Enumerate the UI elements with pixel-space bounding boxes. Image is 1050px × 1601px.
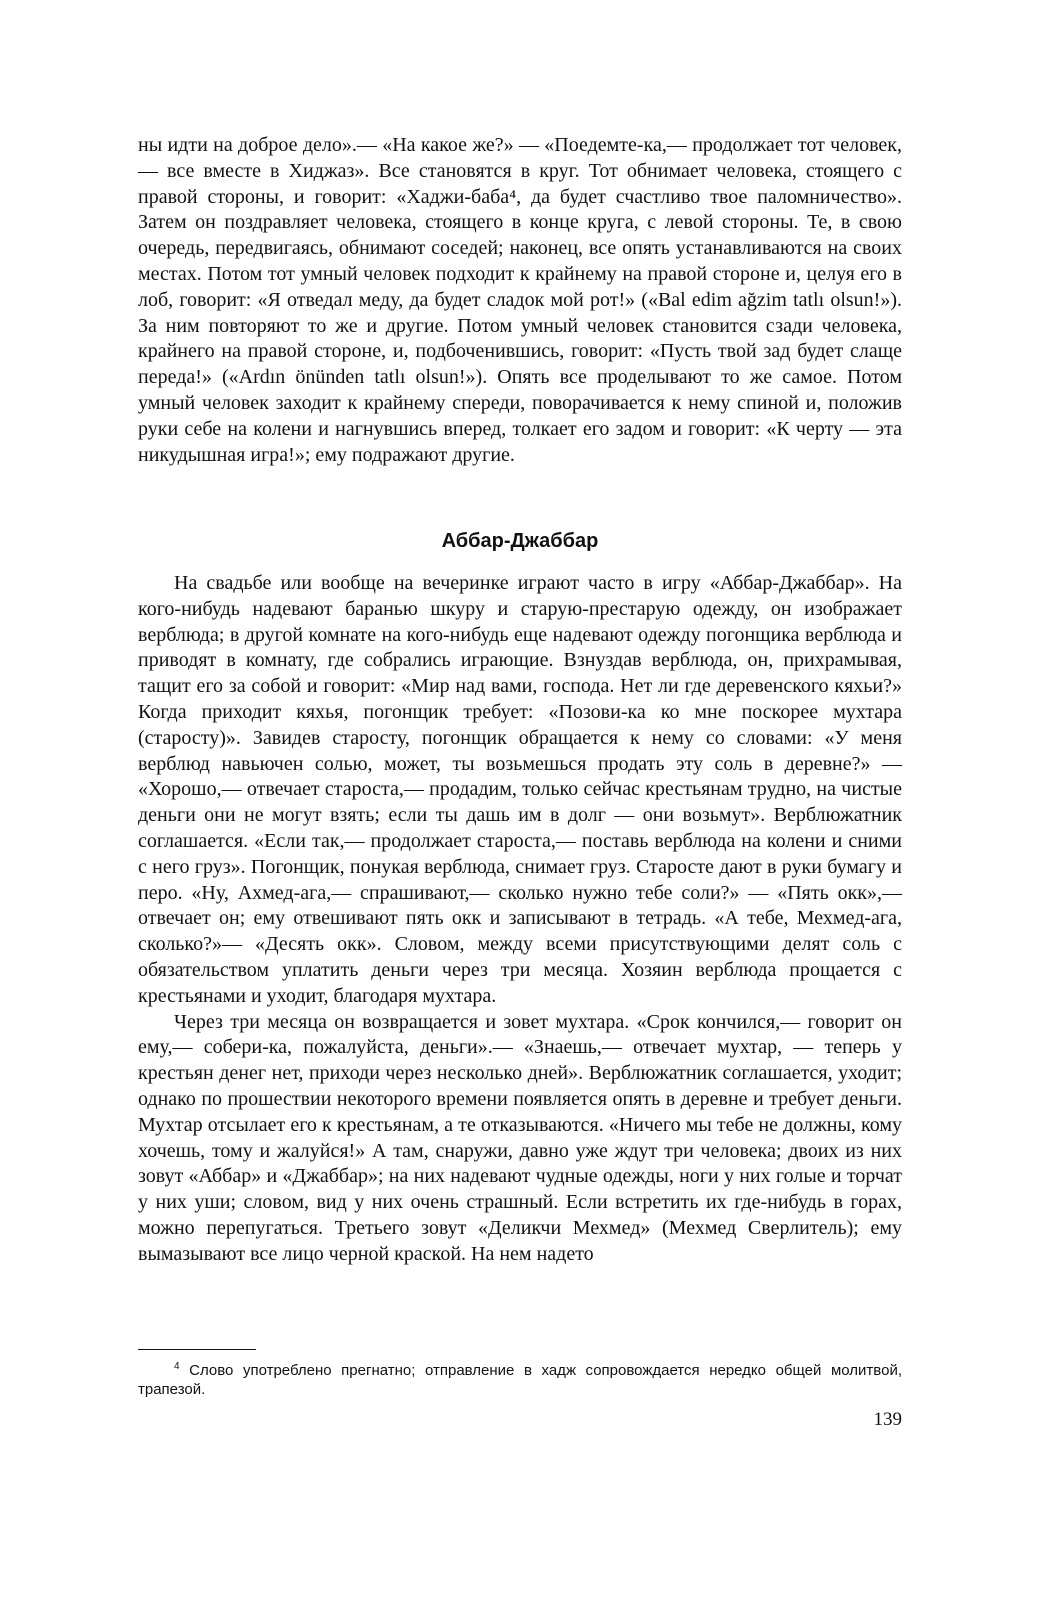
footnote xyxy=(138,1357,902,1399)
page-number: 139 xyxy=(873,1409,902,1430)
body-paragraph: На свадьбе или вообще на вечеринке играют часто в игру «Аббар-Джаббар». На кого-нибудь надевают баранью шкуру и старую-престарую одежду, он изображает верблюда; в другой комнате на кого-нибудь еще надевают одежду погонщика верблюда и приводят в комнату, где собрались играющие. Взнуздав верблюда, он, прихрамывая, тащит его за собой и говорит: «Мир над вами, господа. Нет ли где деревенского кяхьи?» Когда приходит кяхья, погонщик требует: «Позови-ка ко мне поскорее мухтара (старосту)». Завидев старосту, погонщик обращается к нему со словами: «У меня верблюд навьючен солью, может, ты возьмешься продать эту соль в деревне?» — «Хорошо,— отвечает староста,— продадим, только сейчас крестьянам трудно, на чистые деньги они не могут взять; если ты дашь им в долг — они возьмут». Верблюжатник соглашается. «Если так,— продолжает староста,— поставь верблюда на колени и сними с него груз». Погонщик, понукая верблюда, снимает груз. Старосте дают в руки бумагу и перо. «Ну, Ахмед-ага,— спрашивают,— сколько нужно тебе соли?» — «Пять окк»,— отвечает он; ему отвешивают пять окк и записывают в тетрадь. «А тебе, Мехмед-ага, сколько?»— «Десять окк». Словом, между всеми присутствующими делят соль с обязательством уплатить деньги через три месяца. Хозяин верблюда прощается с крестьянами и уходит, благодаря мухтара. xyxy=(138,572,902,1007)
body-paragraph: Через три месяца он возвращается и зовет мухтара. «Срок кончился,— говорит он ему,— собери-ка, пожалуйста, деньги».— «Знаешь,— отвечает мухтар, — теперь у крестьян денег нет, приходи через несколько дней». Верблюжатник соглашается, уходит; однако по прошествии некоторого времени появляется опять в деревне и требует деньги. Мухтар отсылает его к крестьянам, а те отказываются. «Ничего мы тебе не должны, кому хочешь, тому и жалуйся!» А там, снаружи, давно уже ждут три человека; двоих из них зовут «Аббар» и «Джаббар»; на них надевают чудные одежды, ноги у них голые и торчат у них уши; словом, вид у них очень страшный. Если встретить их где-нибудь в горах, можно перепугаться. Третьего зовут «Деликчи Мехмед» (Мехмед Сверлитель); ему вымазывают все лицо черной краской. На нем надето xyxy=(138,1010,902,1265)
body-paragraph-continuation: ны идти на доброе дело».— «На какое же?» — «Поедемте-ка,— продолжает тот человек,— все вместе в Хиджаз». Все становятся в круг. Тот обнимает человека, стоящего с правой стороны, и говорит: «Хаджи-баба⁴, да будет счастливо твое паломничество». Затем он поздравляет человека, стоящего в конце круга, с левой стороны. Те, в свою очередь, передвигаясь, обнимают соседей; наконец, все опять устанавливаются на своих местах. Потом тот умный человек подходит к крайнему на правой стороне и, целуя его в лоб, говорит: «Я отведал меду, да будет сладок мой рот!» («Bal edim ağzim tatlı olsun!»). За ним повторяют то же и другие. Потом умный человек становится сзади человека, крайнего на правой стороне, и, подбоченившись, говорит: «Пусть твой зад будет слаще переда!» («Ardın önünden tatlı olsun!»). Опять все проделывают то же самое. Потом умный человек заходит к крайнему спереди, поворачивается к нему спиной и, положив руки себе на колени и нагнувшись вперед, толкает его задом и говорит: «К черту — эта никудышная игра!»; ему подражают другие. xyxy=(138,134,902,466)
footnote-marker: 4 xyxy=(174,1361,180,1372)
section-body xyxy=(138,571,902,1268)
footnote-text: Слово употреблено прегнатно; отправление в хадж сопровождается нередко общей молитвой, трапезой. xyxy=(138,1362,902,1398)
section-heading: Аббар-Джаббар xyxy=(441,530,599,552)
footnote-divider xyxy=(138,1349,256,1350)
